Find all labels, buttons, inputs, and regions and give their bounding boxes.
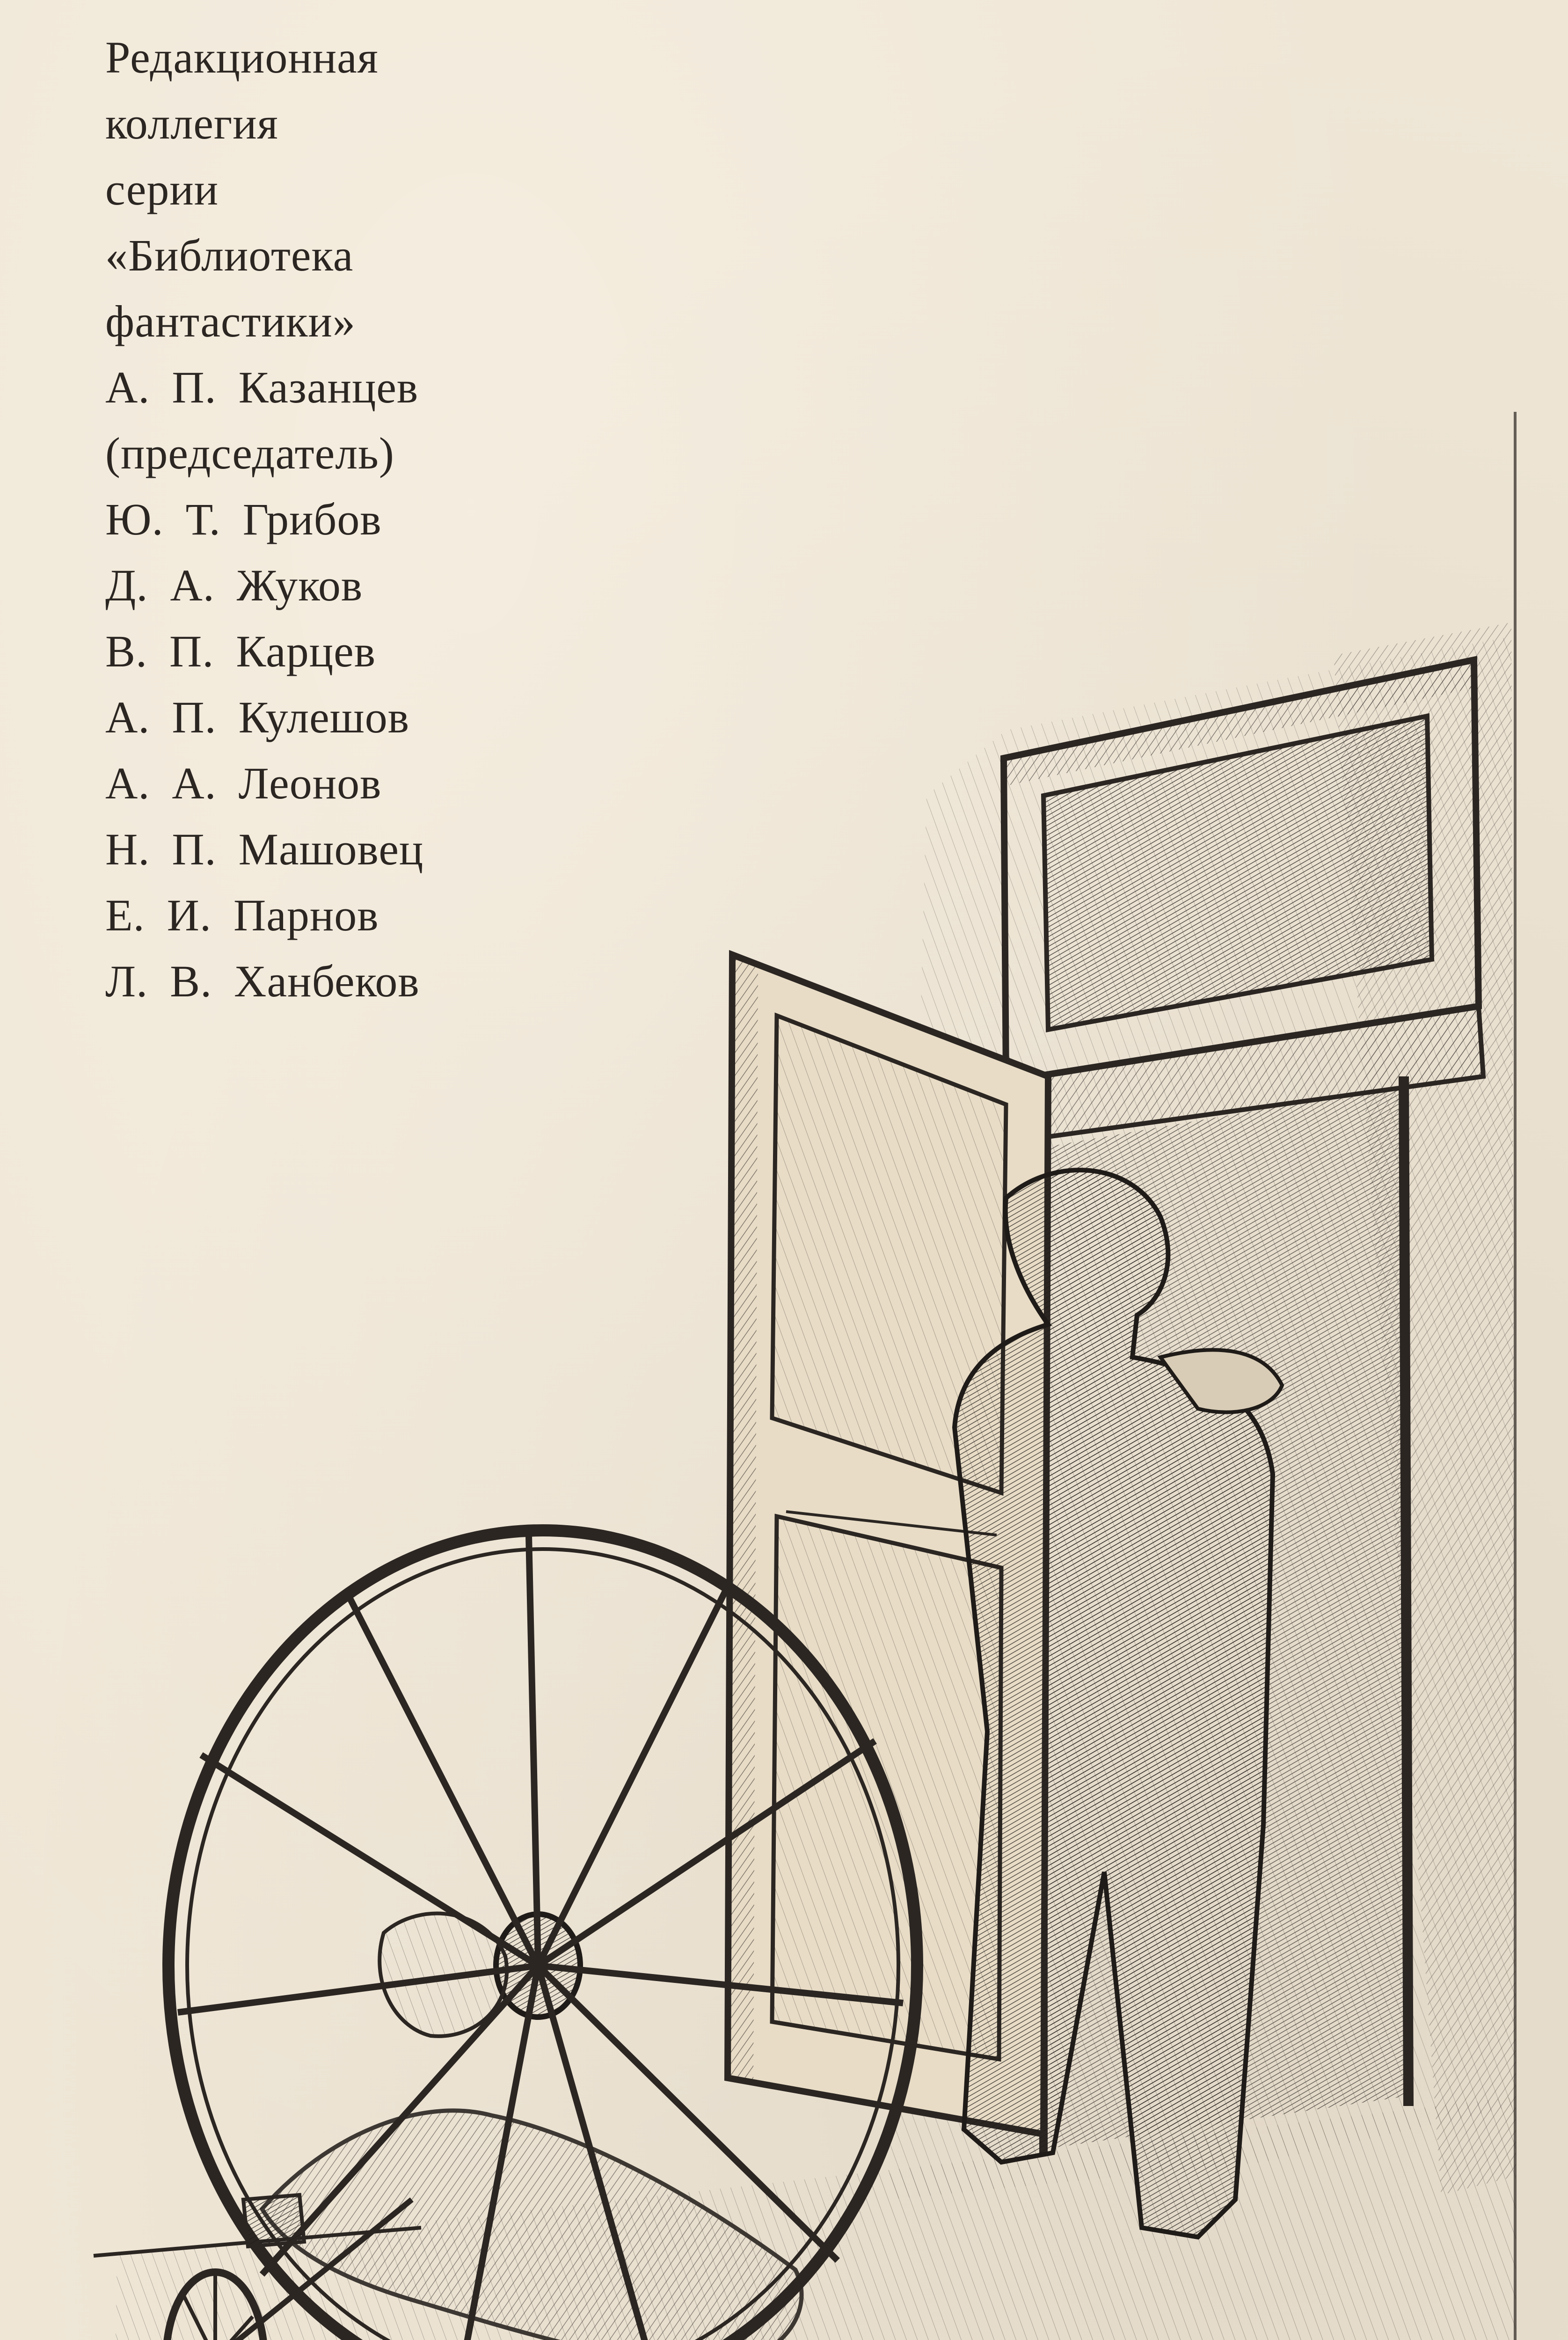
member-mashovets: Н. П. Машовец	[105, 824, 424, 874]
heading-line-1: Редакционная	[105, 32, 379, 82]
member-parnov: Е. И. Парнов	[105, 890, 379, 940]
member-zhukov: Д. А. Жуков	[105, 560, 363, 610]
heading-line-2: коллегия	[105, 98, 278, 148]
member-kuleshov: А. П. Кулешов	[105, 692, 410, 742]
member-leonov: А. А. Леонов	[105, 758, 382, 808]
heading-line-5: фантастики»	[105, 296, 356, 346]
heading-line-3: серии	[105, 164, 219, 214]
member-kartsev: В. П. Карцев	[105, 626, 376, 676]
member-role-chairman: (председатель)	[105, 428, 394, 478]
member-khanbekov: Л. В. Ханбеков	[105, 956, 420, 1006]
member-kazantsev: А. П. Казанцев	[105, 362, 419, 412]
heading-line-4: «Библиотека	[105, 230, 354, 280]
member-gribov: Ю. Т. Грибов	[105, 494, 382, 544]
